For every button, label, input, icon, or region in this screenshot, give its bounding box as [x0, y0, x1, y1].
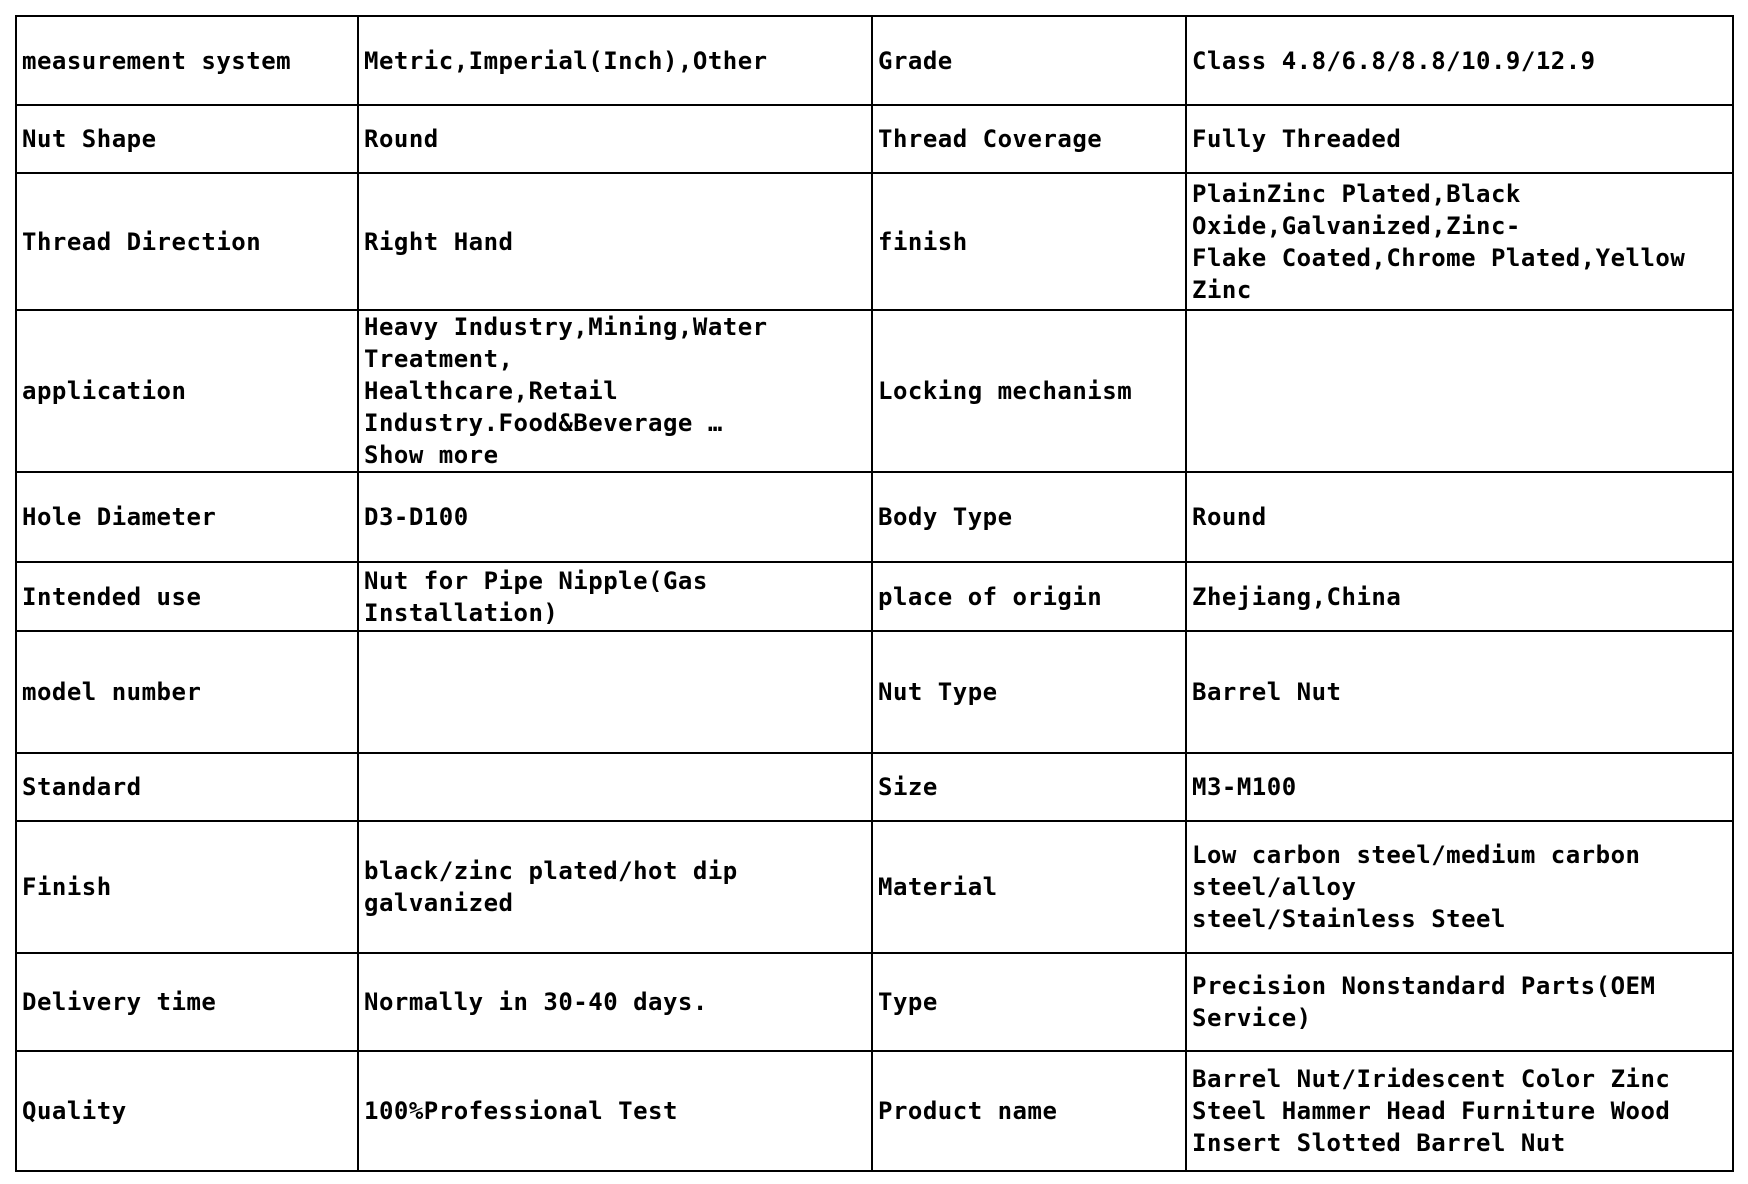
- label-cell: Quality: [16, 1051, 358, 1171]
- value-cell: [358, 753, 872, 821]
- value-cell: Zhejiang,China: [1186, 562, 1733, 631]
- label-cell: Nut Type: [872, 631, 1186, 753]
- table-row: [16, 472, 1733, 562]
- value-cell: D3-D100: [358, 472, 872, 562]
- value-cell: [1186, 310, 1733, 472]
- table-row: [16, 310, 1733, 472]
- label-cell: Type: [872, 953, 1186, 1051]
- label-cell: Hole Diameter: [16, 472, 358, 562]
- table-row: [16, 953, 1733, 1051]
- value-cell: M3-M100: [1186, 753, 1733, 821]
- label-cell: finish: [872, 173, 1186, 310]
- label-cell: Product name: [872, 1051, 1186, 1171]
- label-cell: place of origin: [872, 562, 1186, 631]
- label-cell: Material: [872, 821, 1186, 953]
- value-cell: Nut for Pipe Nipple(Gas Installation): [358, 562, 872, 631]
- table-row: [16, 105, 1733, 173]
- value-cell: black/zinc plated/hot dip galvanized: [358, 821, 872, 953]
- table-row: [16, 631, 1733, 753]
- label-cell: Standard: [16, 753, 358, 821]
- table-row: [16, 562, 1733, 631]
- label-cell: application: [16, 310, 358, 472]
- value-cell: [358, 631, 872, 753]
- spec-table-body: [16, 16, 1733, 1171]
- value-cell: Round: [358, 105, 872, 173]
- table-row: [16, 753, 1733, 821]
- label-cell: Nut Shape: [16, 105, 358, 173]
- value-cell: Normally in 30-40 days.: [358, 953, 872, 1051]
- value-cell: Metric,Imperial(Inch),Other: [358, 16, 872, 105]
- value-cell: Round: [1186, 472, 1733, 562]
- label-cell: Size: [872, 753, 1186, 821]
- label-cell: Grade: [872, 16, 1186, 105]
- label-cell: Delivery time: [16, 953, 358, 1051]
- label-cell: Thread Coverage: [872, 105, 1186, 173]
- table-row: [16, 16, 1733, 105]
- value-cell: PlainZinc Plated,Black Oxide,Galvanized,Zinc- Flake Coated,Chrome Plated,Yellow Zinc: [1186, 173, 1733, 310]
- label-cell: Body Type: [872, 472, 1186, 562]
- spec-table: [15, 15, 1734, 1172]
- value-cell: 100%Professional Test: [358, 1051, 872, 1171]
- value-cell: Fully Threaded: [1186, 105, 1733, 173]
- value-cell: Barrel Nut/Iridescent Color Zinc Steel Hammer Head Furniture Wood Insert Slotted Barrel Nut: [1186, 1051, 1733, 1171]
- table-row: [16, 1051, 1733, 1171]
- value-cell: Right Hand: [358, 173, 872, 310]
- table-row: [16, 173, 1733, 310]
- value-cell: Class 4.8/6.8/8.8/10.9/12.9: [1186, 16, 1733, 105]
- value-cell: Low carbon steel/medium carbon steel/alloy steel/Stainless Steel: [1186, 821, 1733, 953]
- label-cell: measurement system: [16, 16, 358, 105]
- label-cell: Intended use: [16, 562, 358, 631]
- value-cell: Precision Nonstandard Parts(OEM Service): [1186, 953, 1733, 1051]
- value-cell: Heavy Industry,Mining,Water Treatment, Healthcare,Retail Industry.Food&Beverage … Show more: [358, 310, 872, 472]
- value-cell: Barrel Nut: [1186, 631, 1733, 753]
- table-row: [16, 821, 1733, 953]
- label-cell: Finish: [16, 821, 358, 953]
- label-cell: model number: [16, 631, 358, 753]
- label-cell: Thread Direction: [16, 173, 358, 310]
- label-cell: Locking mechanism: [872, 310, 1186, 472]
